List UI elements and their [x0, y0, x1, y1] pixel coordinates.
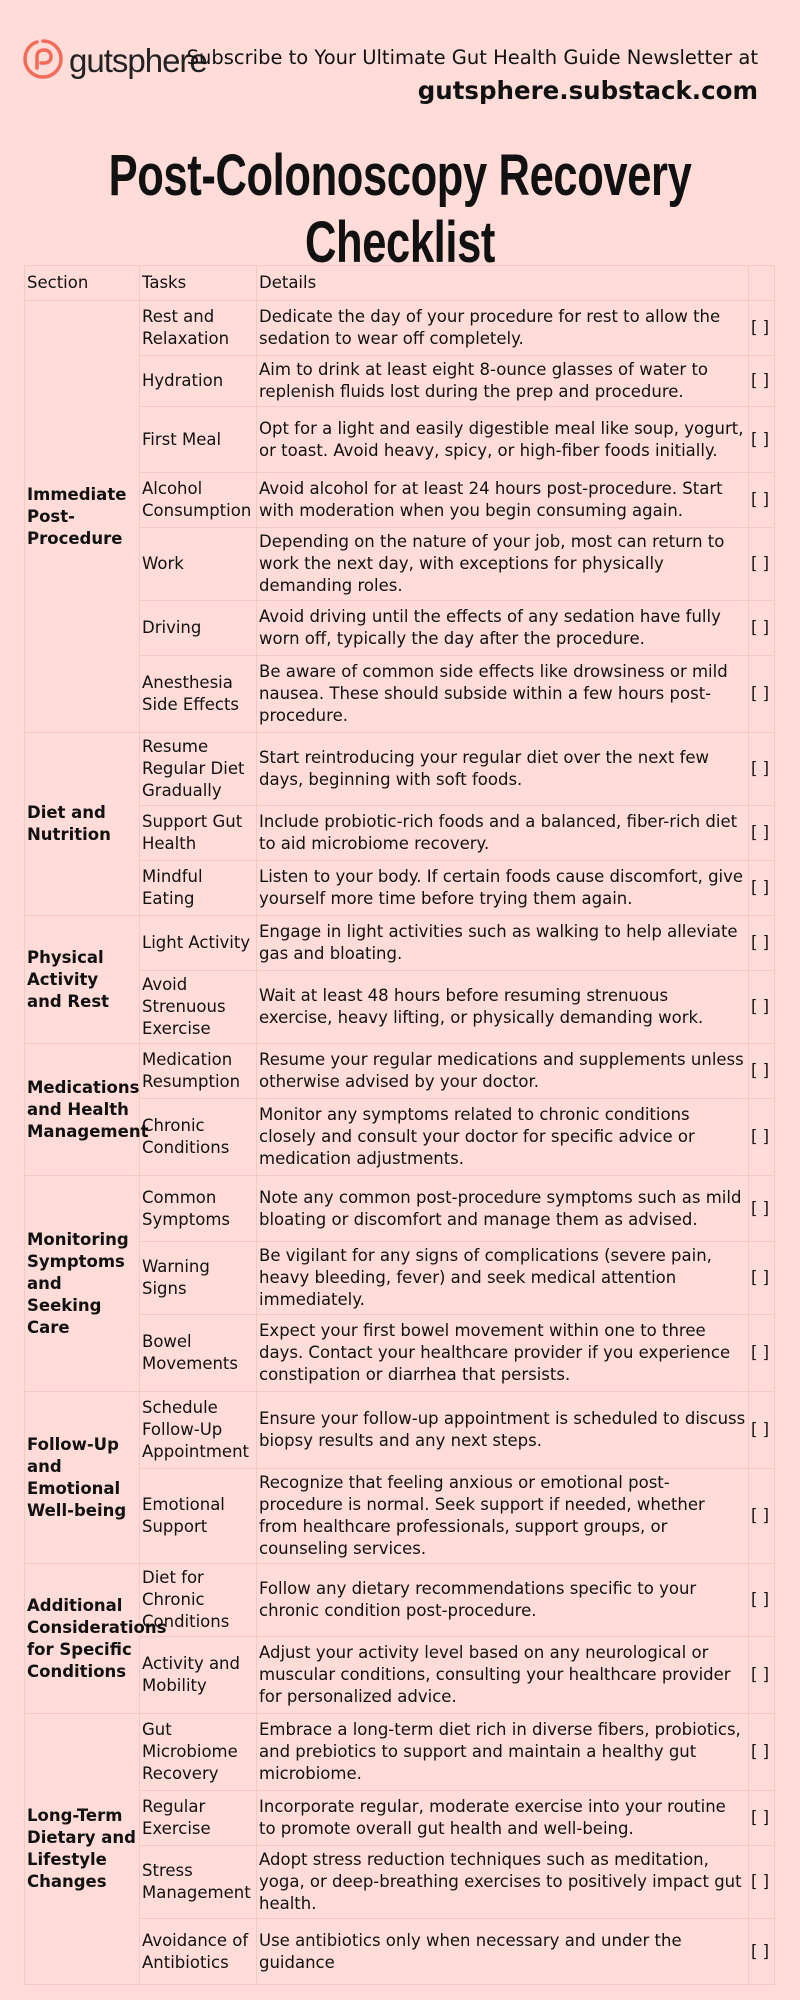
- task-cell: Rest and Relaxation: [140, 301, 257, 356]
- details-cell: Aim to drink at least eight 8-ounce glasses of water to replenish fluids lost during the prep and procedure.: [257, 356, 749, 407]
- table-row: [25, 1044, 775, 1099]
- checkbox[interactable]: [ ]: [749, 601, 775, 656]
- checkbox[interactable]: [ ]: [749, 733, 775, 806]
- checkbox[interactable]: [ ]: [749, 473, 775, 528]
- task-cell: Gut Microbiome Recovery: [140, 1714, 257, 1791]
- checkbox[interactable]: [ ]: [749, 1846, 775, 1919]
- checkbox[interactable]: [ ]: [749, 1242, 775, 1315]
- checkbox[interactable]: [ ]: [749, 861, 775, 916]
- task-cell: Activity and Mobility: [140, 1637, 257, 1714]
- header-check: [749, 266, 775, 301]
- brand-name: gutsphere: [69, 42, 207, 79]
- task-cell: Light Activity: [140, 916, 257, 971]
- checklist-body: [25, 301, 775, 1985]
- details-cell: Use antibiotics only when necessary and under the guidance: [257, 1919, 749, 1985]
- details-cell: Include probiotic-rich foods and a balanced, fiber-rich diet to aid microbiome recovery.: [257, 806, 749, 861]
- details-cell: Start reintroducing your regular diet over the next few days, beginning with soft foods.: [257, 733, 749, 806]
- section-name: Monitoring Symptoms and Seeking Care: [25, 1176, 140, 1392]
- task-cell: Schedule Follow-Up Appointment: [140, 1392, 257, 1469]
- details-cell: Avoid alcohol for at least 24 hours post-procedure. Start with moderation when you begin consuming again.: [257, 473, 749, 528]
- section-name: Physical Activity and Rest: [25, 916, 140, 1044]
- task-cell: Anesthesia Side Effects: [140, 656, 257, 733]
- details-cell: Incorporate regular, moderate exercise into your routine to promote overall gut health and well-being.: [257, 1791, 749, 1846]
- details-cell: Listen to your body. If certain foods cause discomfort, give yourself more time before trying them again.: [257, 861, 749, 916]
- task-cell: Avoidance of Antibiotics: [140, 1919, 257, 1985]
- checkbox[interactable]: [ ]: [749, 1099, 775, 1176]
- task-cell: Emotional Support: [140, 1469, 257, 1564]
- details-cell: Adopt stress reduction techniques such as meditation, yoga, or deep-breathing exercises to positively impact gut health.: [257, 1846, 749, 1919]
- checkbox[interactable]: [ ]: [749, 806, 775, 861]
- checkbox[interactable]: [ ]: [749, 1176, 775, 1242]
- details-cell: Avoid driving until the effects of any sedation have fully worn off, typically the day after the procedure.: [257, 601, 749, 656]
- details-cell: Resume your regular medications and supplements unless otherwise advised by your doctor.: [257, 1044, 749, 1099]
- checklist-table: [24, 265, 775, 1985]
- checkbox[interactable]: [ ]: [749, 656, 775, 733]
- page-header: [0, 0, 800, 140]
- header-tasks: Tasks: [140, 266, 257, 301]
- header-details: Details: [257, 266, 749, 301]
- task-cell: Warning Signs: [140, 1242, 257, 1315]
- details-cell: Adjust your activity level based on any neurological or muscular conditions, consulting your healthcare provider for personalized advice.: [257, 1637, 749, 1714]
- checkbox[interactable]: [ ]: [749, 356, 775, 407]
- details-cell: Depending on the nature of your job, most can return to work the next day, with exceptions for physically demanding roles.: [257, 528, 749, 601]
- table-row: [25, 1176, 775, 1242]
- checkbox[interactable]: [ ]: [749, 1044, 775, 1099]
- task-cell: Regular Exercise: [140, 1791, 257, 1846]
- checkbox[interactable]: [ ]: [749, 1315, 775, 1392]
- table-row: [25, 1392, 775, 1469]
- task-cell: Resume Regular Diet Gradually: [140, 733, 257, 806]
- brand-logo[interactable]: [22, 38, 207, 84]
- task-cell: Avoid Strenuous Exercise: [140, 971, 257, 1044]
- page-title: Post-Colonoscopy Recovery Checklist: [108, 143, 692, 275]
- task-cell: Mindful Eating: [140, 861, 257, 916]
- checkbox[interactable]: [ ]: [749, 1637, 775, 1714]
- table-row: [25, 1564, 775, 1637]
- checkbox[interactable]: [ ]: [749, 971, 775, 1044]
- checkbox[interactable]: [ ]: [749, 1392, 775, 1469]
- table-row: [25, 733, 775, 806]
- details-cell: Follow any dietary recommendations specific to your chronic condition post-procedure.: [257, 1564, 749, 1637]
- details-cell: Opt for a light and easily digestible meal like soup, yogurt, or toast. Avoid heavy, spicy, or high-fiber foods initially.: [257, 407, 749, 473]
- checkbox[interactable]: [ ]: [749, 1791, 775, 1846]
- checkbox[interactable]: [ ]: [749, 528, 775, 601]
- task-cell: Diet for Chronic Conditions: [140, 1564, 257, 1637]
- details-cell: Recognize that feeling anxious or emotional post-procedure is normal. Seek support if needed, whether from healthcare professionals, support groups, or counseling services.: [257, 1469, 749, 1564]
- checkbox[interactable]: [ ]: [749, 301, 775, 356]
- section-name: Diet and Nutrition: [25, 733, 140, 916]
- section-name: Immediate Post-Procedure: [25, 301, 140, 733]
- checkbox[interactable]: [ ]: [749, 407, 775, 473]
- task-cell: Bowel Movements: [140, 1315, 257, 1392]
- details-cell: Note any common post-procedure symptoms such as mild bloating or discomfort and manage them as advised.: [257, 1176, 749, 1242]
- section-name: Long-Term Dietary and Lifestyle Changes: [25, 1714, 140, 1985]
- details-cell: Engage in light activities such as walking to help alleviate gas and bloating.: [257, 916, 749, 971]
- table-row: [25, 1714, 775, 1791]
- task-cell: Support Gut Health: [140, 806, 257, 861]
- details-cell: Wait at least 48 hours before resuming strenuous exercise, heavy lifting, or physically demanding work.: [257, 971, 749, 1044]
- checkbox[interactable]: [ ]: [749, 1714, 775, 1791]
- checkbox[interactable]: [ ]: [749, 1564, 775, 1637]
- task-cell: Driving: [140, 601, 257, 656]
- task-cell: Stress Management: [140, 1846, 257, 1919]
- task-cell: Alcohol Consumption: [140, 473, 257, 528]
- details-cell: Expect your first bowel movement within one to three days. Contact your healthcare provider if you experience constipation or diarrhea that persists.: [257, 1315, 749, 1392]
- gut-logo-icon: [22, 38, 64, 84]
- details-cell: Embrace a long-term diet rich in diverse fibers, probiotics, and prebiotics to support and maintain a healthy gut microbiome.: [257, 1714, 749, 1791]
- table-header-row: [25, 266, 775, 301]
- checkbox[interactable]: [ ]: [749, 916, 775, 971]
- section-name: Medications and Health Management: [25, 1044, 140, 1176]
- table-row: [25, 916, 775, 971]
- subscribe-text: Subscribe to Your Ultimate Gut Health Guide Newsletter at: [186, 46, 758, 69]
- details-cell: Dedicate the day of your procedure for rest to allow the sedation to wear off completely.: [257, 301, 749, 356]
- task-cell: Chronic Conditions: [140, 1099, 257, 1176]
- task-cell: First Meal: [140, 407, 257, 473]
- task-cell: Hydration: [140, 356, 257, 407]
- header-section: Section: [25, 266, 140, 301]
- task-cell: Work: [140, 528, 257, 601]
- details-cell: Be aware of common side effects like drowsiness or mild nausea. These should subside within a few hours post-procedure.: [257, 656, 749, 733]
- checkbox[interactable]: [ ]: [749, 1469, 775, 1564]
- task-cell: Common Symptoms: [140, 1176, 257, 1242]
- section-name: Follow-Up and Emotional Well-being: [25, 1392, 140, 1564]
- details-cell: Ensure your follow-up appointment is scheduled to discuss biopsy results and any next steps.: [257, 1392, 749, 1469]
- newsletter-link[interactable]: gutsphere.substack.com: [417, 76, 758, 105]
- section-name: Additional Considerations for Specific Conditions: [25, 1564, 140, 1714]
- details-cell: Be vigilant for any signs of complications (severe pain, heavy bleeding, fever) and seek medical attention immediately.: [257, 1242, 749, 1315]
- table-row: [25, 301, 775, 356]
- task-cell: Medication Resumption: [140, 1044, 257, 1099]
- details-cell: Monitor any symptoms related to chronic conditions closely and consult your doctor for specific advice or medication adjustments.: [257, 1099, 749, 1176]
- checkbox[interactable]: [ ]: [749, 1919, 775, 1985]
